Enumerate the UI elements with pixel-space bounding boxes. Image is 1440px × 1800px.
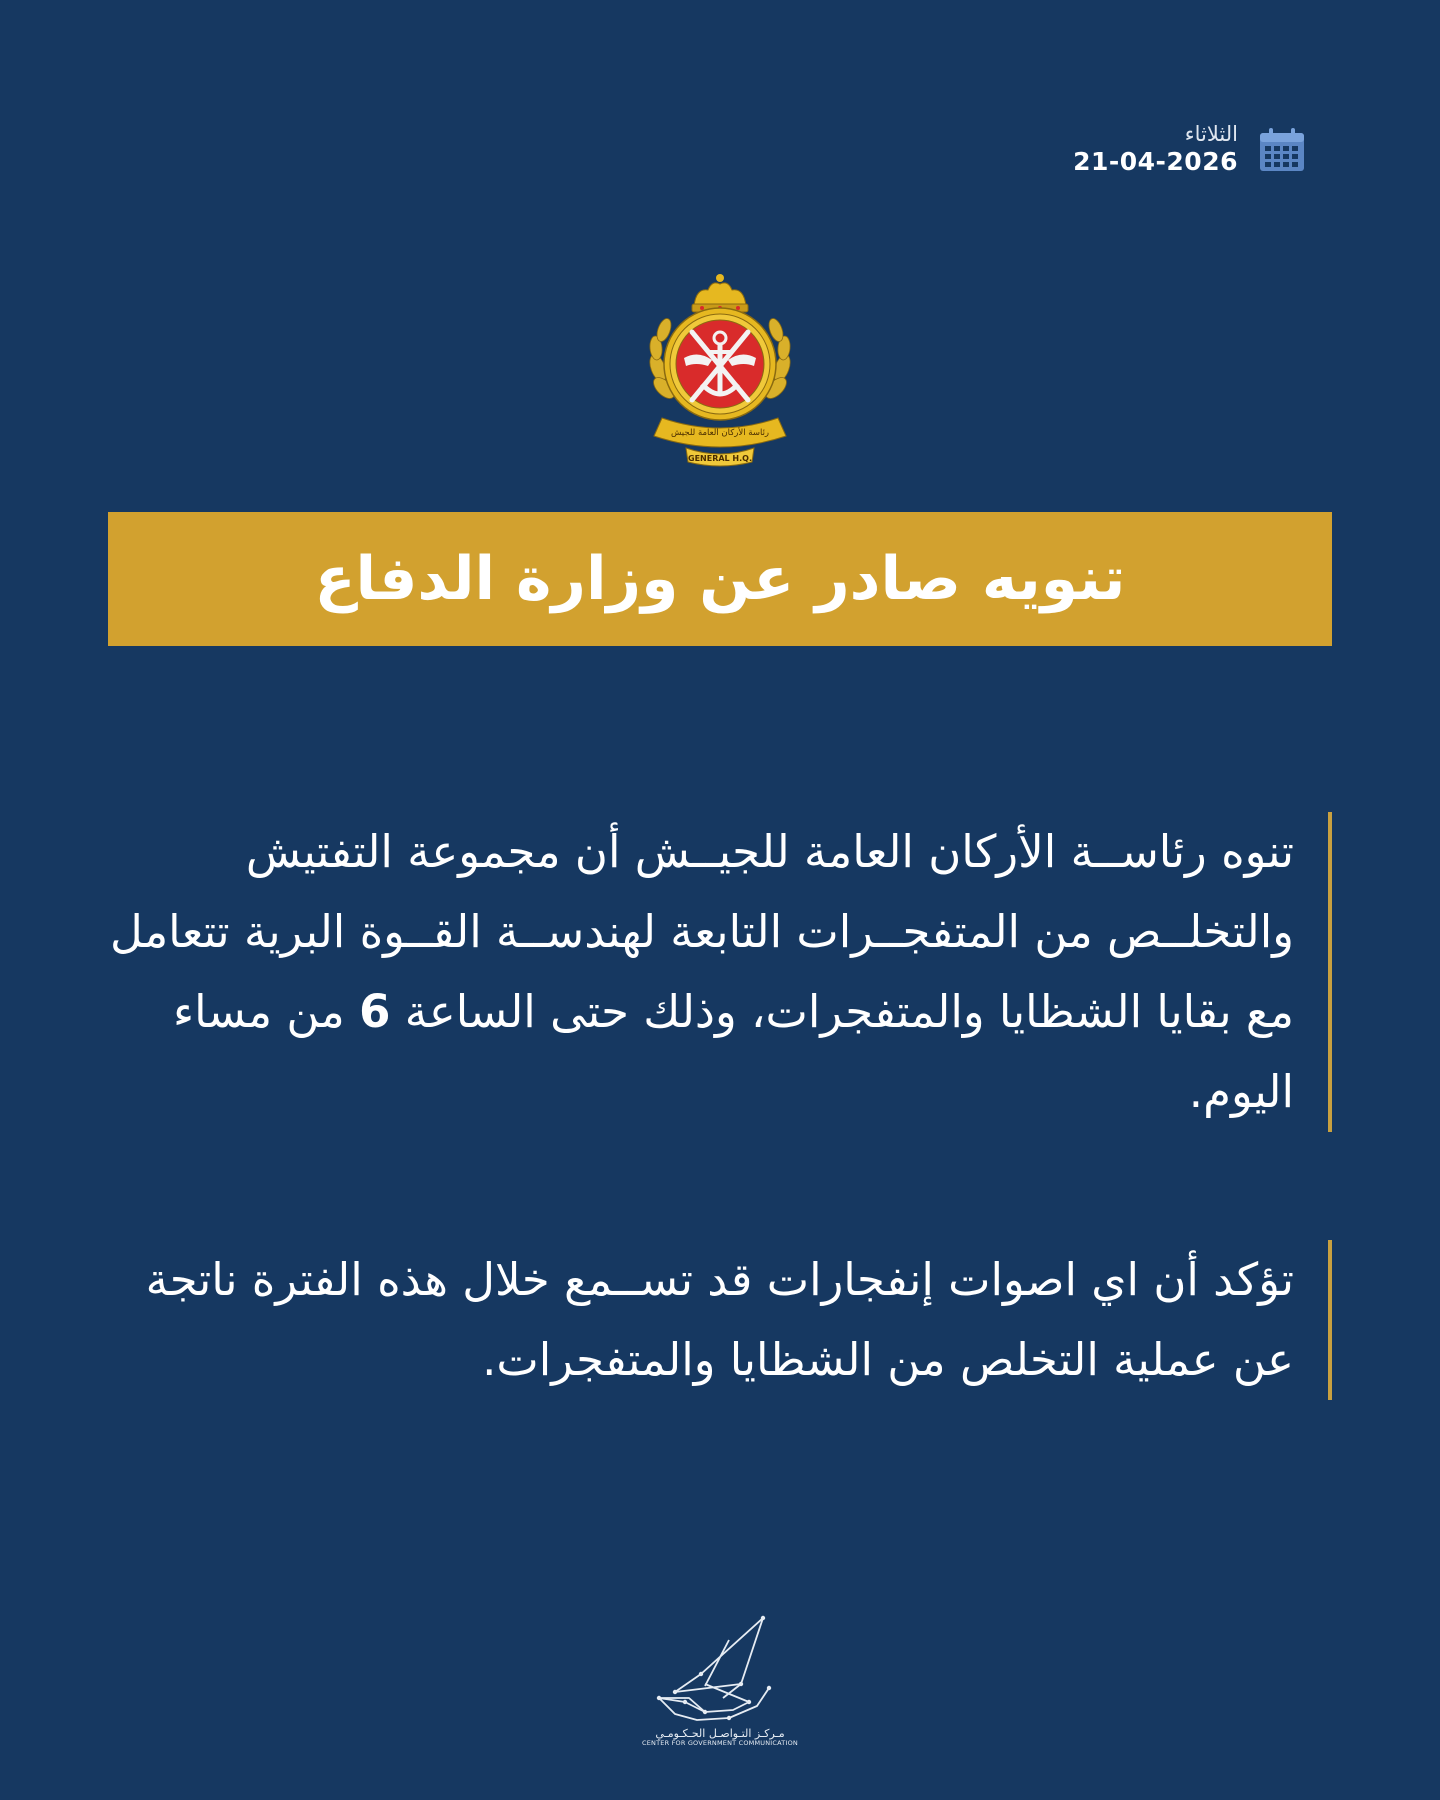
date-text [1073, 122, 1238, 177]
paragraph-1-hour: 6 [359, 985, 391, 1038]
announcement-paragraph-1 [96, 812, 1332, 1132]
paragraph-1-tail: من مساء اليوم. [173, 985, 1294, 1118]
government-communication-logo [645, 1614, 795, 1724]
calendar-icon [1258, 127, 1306, 173]
headline-banner [108, 512, 1332, 646]
emblem-label-en: GENERAL H.Q. [688, 454, 752, 463]
footer-logo [640, 1614, 800, 1764]
paragraph-2-text: تؤكد أن اي اصوات إنفجارات قد تســمع خلال هذه الفترة ناتجة عن عملية التخلص من الشظايا والمتفجرات. [145, 1253, 1294, 1386]
date-value: 21-04-2026 [1073, 147, 1238, 177]
crown-icon [692, 274, 748, 312]
headline-title: تنويه صادر عن وزارة الدفاع [314, 544, 1126, 614]
paragraph-1-text: تنوه رئاســة الأركان العامة للجيــش أن مجموعة التفتيش والتخلــص من المتفجــرات التابعة لهندســة القــوة البرية تتعامل مع بقايا الشظايا والمتفجرات، وذلك حتى الساعة [110, 825, 1294, 1038]
footer-name-ar: مـركـز التـواصـل الحـكـومـي [655, 1727, 785, 1740]
announcement-paragraph-2 [96, 1240, 1332, 1400]
date-day-label: الثلاثاء [1184, 122, 1238, 146]
footer-name-en: CENTER FOR GOVERNMENT COMMUNICATION [642, 1739, 798, 1748]
general-hq-emblem [636, 272, 804, 468]
emblem-banner-text: رئاسة الأركان العامة للجيش [670, 428, 770, 438]
date-block [1073, 122, 1306, 177]
